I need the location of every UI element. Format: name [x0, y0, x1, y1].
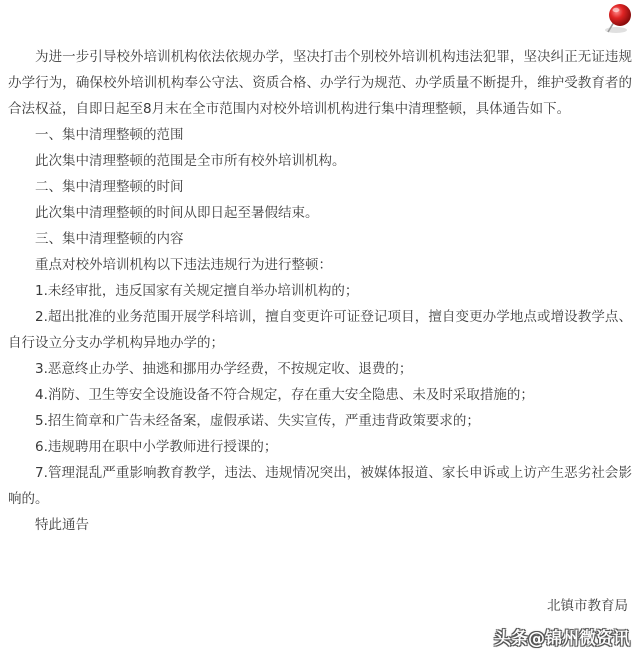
announcement-body — [8, 44, 632, 538]
list-item: 6.违规聘用在职中小学教师进行授课的； — [35, 439, 278, 455]
closing-line: 特此通告 — [35, 517, 89, 533]
section-heading-time: 二、集中清理整顿的时间 — [35, 179, 184, 195]
intro-paragraph: 为进一步引导校外培训机构依法依规办学，坚决打击个别校外培训机构违法犯罪，坚决纠正无证违规办学行为，确保校外培训机构奉公守法、资质合格、办学行为规范、办学质量不断提升，维护受教育者的合法权益，自即日起至8月末在全市范围内对校外培训机构进行集中清理整顿，具体通告如下。 — [8, 49, 632, 117]
section-body-time: 此次集中清理整顿的时间从即日起至暑假结束。 — [35, 205, 319, 221]
section-heading-content: 三、集中清理整顿的内容 — [35, 231, 184, 247]
list-item: 2.超出批准的业务范围开展学科培训，擅自变更许可证登记项目，擅自变更办学地点或增设教学点、自行设立分支办学机构异地办学的； — [8, 309, 632, 351]
section-heading-scope: 一、集中清理整顿的范围 — [35, 127, 184, 143]
list-item: 1.未经审批，违反国家有关规定擅自举办培训机构的； — [35, 283, 359, 299]
watermark: 头条@锦州微资讯 — [494, 629, 630, 649]
section-body-scope: 此次集中清理整顿的范围是全市所有校外培训机构。 — [35, 153, 346, 169]
list-item: 4.消防、卫生等安全设施设备不符合规定，存在重大安全隐患、未及时采取措施的； — [35, 387, 534, 403]
list-item: 5.招生简章和广告未经备案，虚假承诺、失实宣传，严重违背政策要求的； — [35, 413, 480, 429]
signature: 北镇市教育局 — [547, 598, 628, 614]
red-pushpin-icon — [600, 0, 636, 36]
list-item: 7.管理混乱严重影响教育教学，违法、违规情况突出，被媒体报道、家长申诉或上访产生恶劣社会影响的。 — [8, 465, 632, 507]
section-lead-content: 重点对校外培训机构以下违法违规行为进行整顿： — [35, 257, 332, 273]
list-item: 3.恶意终止办学、抽逃和挪用办学经费，不按规定收、退费的； — [35, 361, 413, 377]
